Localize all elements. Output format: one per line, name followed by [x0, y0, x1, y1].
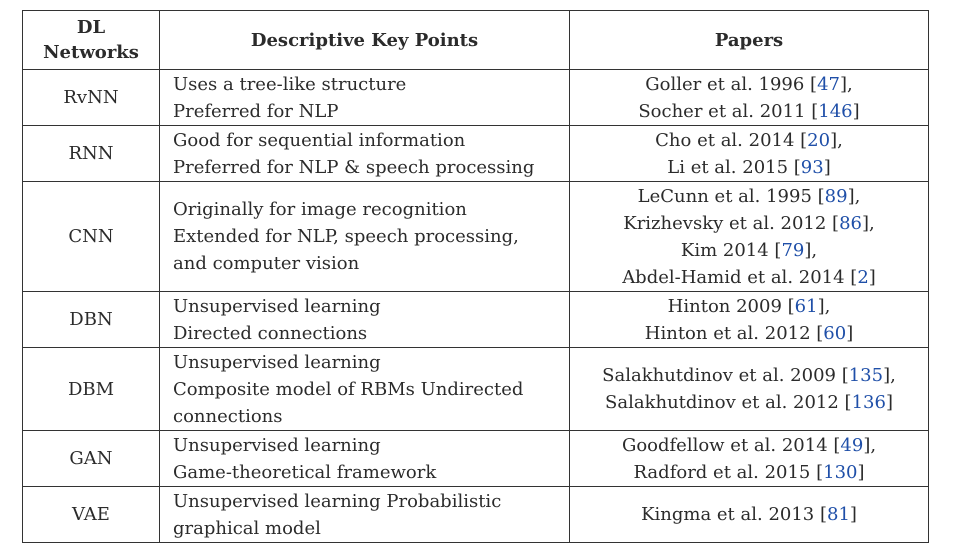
papers-cell: [570, 348, 929, 431]
key-point-line: Composite model of RBMs Undirected: [173, 378, 524, 400]
paper-author-year: LeCunn et al. 1995 [: [637, 185, 825, 207]
paper-citation: [570, 293, 928, 320]
citation-close: ],: [863, 434, 877, 456]
reference-number-link[interactable]: 81: [827, 504, 850, 525]
reference-number-link[interactable]: 135: [848, 365, 884, 386]
reference-number-link[interactable]: 79: [781, 239, 805, 261]
reference-number-link[interactable]: 61: [794, 295, 818, 317]
key-point-line: and computer vision: [173, 253, 360, 274]
paper-citation: [570, 459, 928, 486]
table-body: [23, 70, 929, 543]
table-row: [23, 487, 929, 543]
citation-close: ],: [817, 295, 831, 317]
key-point-line: Unsupervised learning Probabilistic: [173, 490, 502, 512]
paper-citation: [570, 432, 928, 459]
dl-networks-table: [22, 10, 929, 543]
citation-close: ],: [839, 73, 853, 95]
paper-citation: [570, 183, 928, 210]
paper-author-year: Goodfellow et al. 2014 [: [621, 434, 841, 456]
key-points-cell: [160, 126, 570, 182]
citation-close: ]: [885, 392, 893, 413]
reference-number-link[interactable]: 2: [857, 266, 869, 288]
paper-author-year: Hinton et al. 2012 [: [644, 322, 824, 344]
reference-number-link[interactable]: 89: [824, 185, 848, 207]
papers-cell: [570, 431, 929, 487]
citation-close: ],: [847, 185, 861, 207]
key-point-line: Directed connections: [173, 322, 368, 344]
network-name-cell: GAN: [23, 431, 160, 487]
papers-cell: [570, 70, 929, 126]
paper-citation: [570, 320, 928, 347]
table-row: [23, 70, 929, 126]
reference-number-link[interactable]: 130: [823, 461, 858, 483]
paper-author-year: Goller et al. 1996 [: [645, 73, 818, 95]
key-point-line: Extended for NLP, speech processing,: [173, 226, 519, 247]
papers-cell: [570, 126, 929, 182]
reference-number-link[interactable]: 49: [840, 434, 864, 456]
key-point-line: Unsupervised learning: [173, 434, 381, 456]
key-point-line: Unsupervised learning: [173, 295, 381, 317]
paper-author-year: Socher et al. 2011 [: [638, 100, 819, 122]
paper-citation: [570, 237, 928, 264]
reference-number-link[interactable]: 93: [800, 156, 824, 178]
citation-close: ]: [849, 504, 857, 525]
key-points-cell: [160, 182, 570, 292]
network-name-cell: RvNN: [23, 70, 160, 126]
paper-citation: [570, 71, 928, 98]
key-points-cell: [160, 348, 570, 431]
citation-close: ]: [852, 100, 860, 122]
citation-close: ],: [883, 365, 896, 386]
header-dl-networks: [23, 11, 160, 70]
key-point-line: Game-theoretical framework: [173, 461, 437, 483]
key-point-line: connections: [173, 405, 283, 427]
paper-citation: [570, 501, 928, 528]
network-name-cell: CNN: [23, 182, 160, 292]
papers-cell: [570, 182, 929, 292]
key-point-line: graphical model: [173, 517, 321, 539]
key-point-line: Preferred for NLP & speech processing: [173, 156, 535, 178]
paper-author-year: Salakhutdinov et al. 2009 [: [602, 365, 849, 386]
paper-author-year: Salakhutdinov et al. 2012 [: [605, 392, 852, 413]
reference-number-link[interactable]: 60: [823, 322, 847, 344]
citation-close: ],: [862, 212, 875, 234]
table-row: [23, 348, 929, 431]
key-point-line: Uses a tree-like structure: [173, 73, 407, 95]
paper-author-year: Abdel-Hamid et al. 2014 [: [622, 266, 858, 288]
paper-author-year: Cho et al. 2014 [: [655, 129, 808, 151]
paper-citation: [570, 98, 928, 125]
citation-close: ],: [804, 239, 818, 261]
reference-number-link[interactable]: 20: [807, 129, 831, 151]
header-dl-networks-line: DL: [76, 17, 106, 38]
network-name-cell: DBN: [23, 292, 160, 348]
papers-cell: [570, 292, 929, 348]
table-header: [23, 11, 929, 70]
reference-number-link[interactable]: 136: [851, 392, 886, 413]
citation-close: ]: [823, 156, 831, 178]
paper-author-year: Kingma et al. 2013 [: [641, 504, 827, 525]
key-point-line: Preferred for NLP: [173, 100, 339, 122]
paper-author-year: Radford et al. 2015 [: [633, 461, 824, 483]
header-papers: Papers: [570, 11, 929, 70]
paper-author-year: Li et al. 2015 [: [667, 156, 801, 178]
citation-close: ]: [857, 461, 865, 483]
paper-citation: [570, 389, 928, 416]
header-row: [23, 11, 929, 70]
paper-citation: [570, 127, 928, 154]
paper-author-year: Krizhevsky et al. 2012 [: [623, 212, 840, 234]
table-row: [23, 126, 929, 182]
key-point-line: Good for sequential information: [173, 129, 466, 151]
paper-citation: [570, 264, 928, 291]
citation-close: ]: [868, 266, 876, 288]
key-points-cell: [160, 431, 570, 487]
network-name-cell: VAE: [23, 487, 160, 543]
paper-author-year: Hinton 2009 [: [667, 295, 795, 317]
table-row: [23, 182, 929, 292]
papers-cell: [570, 487, 929, 543]
key-point-line: Originally for image recognition: [173, 199, 467, 220]
paper-citation: [570, 210, 928, 237]
citation-close: ]: [846, 322, 854, 344]
paper-author-year: Kim 2014 [: [680, 239, 782, 261]
network-name-cell: DBM: [23, 348, 160, 431]
network-name-cell: RNN: [23, 126, 160, 182]
header-key-points: Descriptive Key Points: [160, 11, 570, 70]
paper-citation: [570, 362, 928, 389]
reference-number-link[interactable]: 86: [839, 212, 862, 234]
key-points-cell: [160, 292, 570, 348]
key-point-line: Unsupervised learning: [173, 351, 381, 373]
key-points-cell: [160, 487, 570, 543]
citation-close: ],: [830, 129, 843, 151]
reference-number-link[interactable]: 146: [818, 100, 853, 122]
reference-number-link[interactable]: 47: [817, 73, 840, 95]
key-points-cell: [160, 70, 570, 126]
header-dl-networks-line: Networks: [43, 42, 139, 63]
table-row: [23, 292, 929, 348]
table-row: [23, 431, 929, 487]
paper-citation: [570, 154, 928, 181]
